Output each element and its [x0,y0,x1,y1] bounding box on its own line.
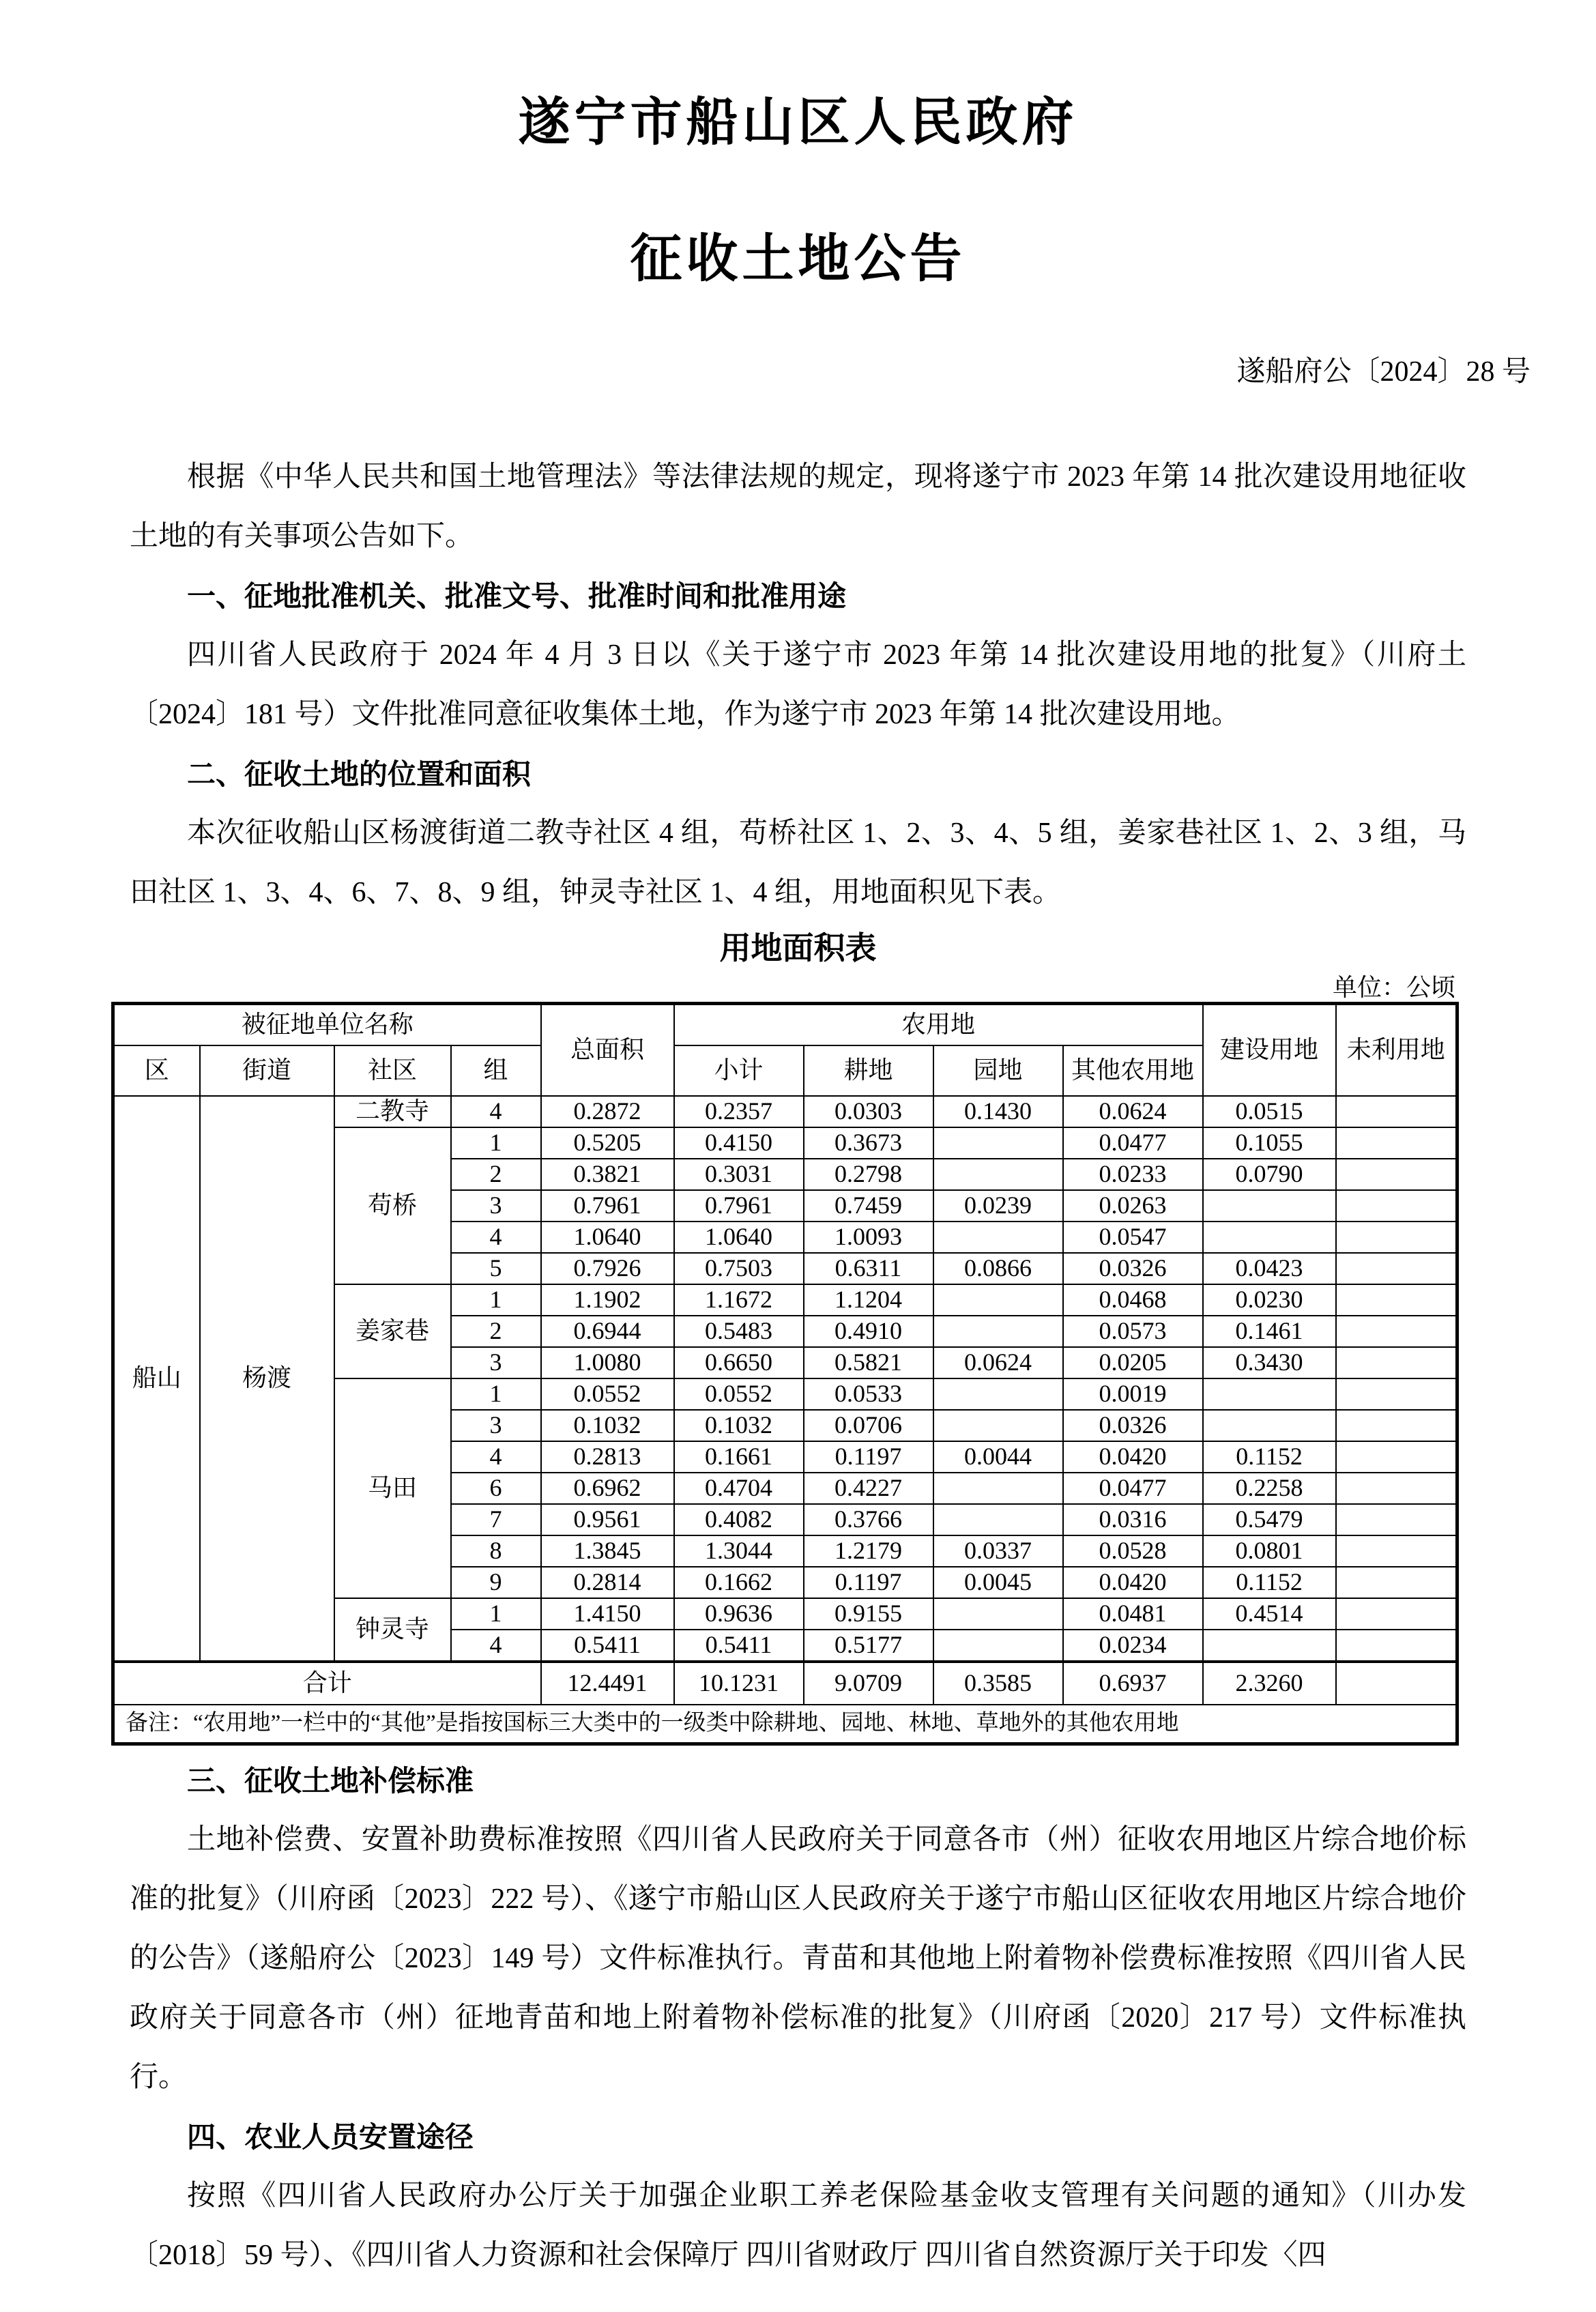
area-cell: 0.0706 [804,1410,933,1441]
area-cell: 0.6311 [804,1253,933,1284]
group-cell: 6 [451,1473,541,1504]
area-cell [1336,1159,1457,1190]
area-cell: 0.9155 [804,1598,933,1630]
area-cell: 0.0515 [1203,1096,1336,1127]
header-agri-land: 农用地 [674,1004,1203,1046]
header-total-area: 总面积 [541,1004,674,1097]
area-cell: 0.5821 [804,1347,933,1378]
area-cell: 0.7961 [674,1190,804,1222]
area-cell [1336,1253,1457,1284]
area-cell: 1.0093 [804,1222,933,1253]
area-cell: 0.0573 [1063,1316,1203,1347]
area-cell: 1.1204 [804,1284,933,1316]
area-cell: 0.0205 [1063,1347,1203,1378]
area-cell: 0.0420 [1063,1567,1203,1598]
area-cell: 0.0230 [1203,1284,1336,1316]
header-community: 社区 [334,1045,451,1096]
total-cell: 0.3585 [933,1662,1063,1705]
area-cell: 0.5411 [674,1630,804,1662]
area-cell: 0.0552 [674,1378,804,1410]
area-cell: 0.4227 [804,1473,933,1504]
section-heading-2: 二、征收土地的位置和面积 [187,758,532,790]
area-cell: 0.5205 [541,1127,674,1159]
group-cell: 3 [451,1410,541,1441]
table-note: 备注：“农用地”一栏中的“其他”是指按国标三大类中的一级类中除耕地、园地、林地、草地外的其他农用地 [113,1705,1457,1744]
group-cell: 2 [451,1159,541,1190]
area-cell: 0.2814 [541,1567,674,1598]
area-cell: 0.1430 [933,1096,1063,1127]
header-construction: 建设用地 [1203,1004,1336,1097]
area-cell: 0.3673 [804,1127,933,1159]
group-cell: 1 [451,1127,541,1159]
area-cell: 0.5479 [1203,1504,1336,1535]
area-cell: 0.0477 [1063,1473,1203,1504]
doc-number: 遂船府公〔2024〕28 号 [1236,356,1530,388]
title-line-2: 征收土地公告 [630,231,966,288]
area-cell: 0.1661 [674,1441,804,1473]
area-cell: 1.4150 [541,1598,674,1630]
area-cell [933,1159,1063,1190]
area-cell: 0.1197 [804,1441,933,1473]
area-cell: 0.1662 [674,1567,804,1598]
area-cell: 0.0547 [1063,1222,1203,1253]
area-cell: 0.2798 [804,1159,933,1190]
area-cell: 0.9561 [541,1504,674,1535]
area-cell: 0.0528 [1063,1535,1203,1567]
table-title: 用地面积表 [719,930,877,966]
area-cell: 0.6962 [541,1473,674,1504]
area-cell: 0.5411 [541,1630,674,1662]
group-cell: 8 [451,1535,541,1567]
area-cell [1336,1127,1457,1159]
area-cell: 0.4514 [1203,1598,1336,1630]
area-cell [1203,1410,1336,1441]
area-cell: 1.3845 [541,1535,674,1567]
group-cell: 3 [451,1347,541,1378]
group-cell: 4 [451,1441,541,1473]
header-garden: 园地 [933,1045,1063,1096]
area-cell: 0.0866 [933,1253,1063,1284]
area-cell: 0.0624 [1063,1096,1203,1127]
header-cultivated: 耕地 [804,1045,933,1096]
total-cell: 2.3260 [1203,1662,1336,1705]
area-cell [1336,1378,1457,1410]
area-cell: 0.4082 [674,1504,804,1535]
area-cell [1336,1473,1457,1504]
area-cell: 0.0624 [933,1347,1063,1378]
table-header-row-1 [113,1004,1457,1046]
group-cell: 7 [451,1504,541,1535]
area-cell: 0.1055 [1203,1127,1336,1159]
area-cell [1336,1316,1457,1347]
area-cell [933,1504,1063,1535]
area-cell: 0.1032 [674,1410,804,1441]
area-cell: 1.0080 [541,1347,674,1378]
community-cell: 二教寺 [334,1096,451,1127]
area-cell: 0.0019 [1063,1378,1203,1410]
total-label-cell: 合计 [113,1662,541,1705]
area-cell: 0.7961 [541,1190,674,1222]
area-cell: 0.1152 [1203,1441,1336,1473]
area-cell: 0.7459 [804,1190,933,1222]
area-cell: 1.0640 [541,1222,674,1253]
area-cell: 0.1197 [804,1567,933,1598]
area-cell: 0.6944 [541,1316,674,1347]
area-cell: 0.0316 [1063,1504,1203,1535]
total-cell: 9.0709 [804,1662,933,1705]
area-cell: 0.2258 [1203,1473,1336,1504]
area-cell: 0.5483 [674,1316,804,1347]
area-cell [1203,1190,1336,1222]
area-cell [933,1127,1063,1159]
group-cell: 1 [451,1598,541,1630]
community-cell: 姜家巷 [334,1284,451,1378]
group-cell: 9 [451,1567,541,1598]
area-cell: 0.2872 [541,1096,674,1127]
land-area-table [111,1002,1459,1746]
area-cell: 0.3766 [804,1504,933,1535]
header-group: 组 [451,1045,541,1096]
group-cell: 1 [451,1378,541,1410]
table-unit-note: 单位：公顷 [1332,974,1455,1001]
paragraph-compensation: 土地补偿费、安置补助费标准按照《四川省人民政府关于同意各市（州）征收农用地区片综合地价标准的批复》（川府函〔2023〕222 号）、《遂宁市船山区人民政府关于遂宁市船山区征收农用地区片综合地价的公告》（遂船府公〔2023〕149 号）文件标准执行。青苗和其他地上附着物补偿费标准按照《四川省人民政府关于同意各市（州）征地青苗和地上附着物补偿标准的批复》（川府函〔2020〕217 号）文件标准执行。 [130,1824,1466,2093]
paragraph-approval: 四川省人民政府于 2024 年 4 月 3 日以《关于遂宁市 2023 年第 14 批次建设用地的批复》（川府土〔2024〕181 号）文件批准同意征收集体土地，作为遂宁市 2023 年第 14 批次建设用地。 [130,639,1466,730]
group-cell: 2 [451,1316,541,1347]
area-cell: 0.1032 [541,1410,674,1441]
area-cell: 0.0481 [1063,1598,1203,1630]
area-cell: 0.4150 [674,1127,804,1159]
area-cell: 0.0326 [1063,1253,1203,1284]
area-cell: 0.0044 [933,1441,1063,1473]
paragraph-resettlement: 按照《四川省人民政府办公厅关于加强企业职工养老保险基金收支管理有关问题的通知》（川办发〔2018〕59 号）、《四川省人力资源和社会保障厅 四川省财政厅 四川省自然资源厅关于印发〈四 [130,2180,1466,2271]
community-cell: 马田 [334,1378,451,1598]
group-cell: 1 [451,1284,541,1316]
header-district: 区 [113,1045,200,1096]
area-cell [1203,1378,1336,1410]
area-cell: 0.4704 [674,1473,804,1504]
body-section-top [130,448,1466,923]
area-cell: 0.0239 [933,1190,1063,1222]
group-cell: 4 [451,1222,541,1253]
page-title [0,55,1596,328]
area-cell: 0.0233 [1063,1159,1203,1190]
section-heading-3: 三、征收土地补偿标准 [187,1765,474,1797]
area-cell [933,1222,1063,1253]
table-total-row [113,1662,1457,1705]
area-cell: 0.3031 [674,1159,804,1190]
area-cell [933,1473,1063,1504]
area-cell: 0.0234 [1063,1630,1203,1662]
area-cell [1203,1222,1336,1253]
header-unit-name: 被征地单位名称 [113,1004,541,1046]
area-cell [1336,1567,1457,1598]
area-cell: 0.0477 [1063,1127,1203,1159]
area-cell: 1.0640 [674,1222,804,1253]
area-cell [1336,1410,1457,1441]
area-cell [933,1284,1063,1316]
header-unused: 未利用地 [1336,1004,1457,1097]
group-cell: 4 [451,1096,541,1127]
area-cell: 0.0552 [541,1378,674,1410]
total-cell: 12.4491 [541,1662,674,1705]
area-cell [1336,1504,1457,1535]
community-cell: 苟桥 [334,1127,451,1284]
street-cell: 杨渡 [200,1096,334,1662]
area-cell: 0.6650 [674,1347,804,1378]
area-cell: 1.3044 [674,1535,804,1567]
area-cell [1336,1284,1457,1316]
total-cell: 10.1231 [674,1662,804,1705]
document-page [0,55,1596,2312]
area-cell: 0.0423 [1203,1253,1336,1284]
area-cell: 1.1672 [674,1284,804,1316]
area-cell: 0.0326 [1063,1410,1203,1441]
area-cell: 0.0337 [933,1535,1063,1567]
total-cell [1336,1662,1457,1705]
area-cell [933,1598,1063,1630]
area-cell [1336,1222,1457,1253]
area-cell [1336,1347,1457,1378]
group-cell: 3 [451,1190,541,1222]
area-cell [1336,1190,1457,1222]
area-cell: 0.3430 [1203,1347,1336,1378]
area-cell [1336,1598,1457,1630]
area-cell: 0.0420 [1063,1441,1203,1473]
area-cell: 0.3821 [541,1159,674,1190]
header-subtotal: 小计 [674,1045,804,1096]
area-cell: 0.2813 [541,1441,674,1473]
area-cell: 0.7503 [674,1253,804,1284]
area-cell: 0.0303 [804,1096,933,1127]
area-cell: 0.0468 [1063,1284,1203,1316]
area-cell: 1.1902 [541,1284,674,1316]
header-other-agri: 其他农用地 [1063,1045,1203,1096]
area-cell [1203,1630,1336,1662]
area-cell [933,1630,1063,1662]
area-cell: 0.2357 [674,1096,804,1127]
area-cell [933,1316,1063,1347]
area-cell: 0.0045 [933,1567,1063,1598]
area-cell: 1.2179 [804,1535,933,1567]
section-heading-1: 一、征地批准机关、批准文号、批准时间和批准用途 [187,580,847,612]
area-cell: 0.1152 [1203,1567,1336,1598]
area-cell [933,1410,1063,1441]
area-cell: 0.5177 [804,1630,933,1662]
area-cell [1336,1630,1457,1662]
area-cell: 0.0533 [804,1378,933,1410]
area-cell: 0.7926 [541,1253,674,1284]
area-cell: 0.0801 [1203,1535,1336,1567]
area-cell: 0.1461 [1203,1316,1336,1347]
table-note-row [113,1705,1457,1744]
section-heading-4: 四、农业人员安置途径 [187,2121,474,2153]
header-street: 街道 [200,1045,334,1096]
area-cell: 0.0790 [1203,1159,1336,1190]
group-cell: 4 [451,1630,541,1662]
paragraph-location: 本次征收船山区杨渡街道二教寺社区 4 组，苟桥社区 1、2、3、4、5 组，姜家巷社区 1、2、3 组，马田社区 1、3、4、6、7、8、9 组，钟灵寺社区 1、4 组，用地面积见下表。 [130,818,1466,908]
total-cell: 0.6937 [1063,1662,1203,1705]
district-cell: 船山 [113,1096,200,1662]
community-cell: 钟灵寺 [334,1598,451,1662]
area-cell [933,1378,1063,1410]
group-cell: 5 [451,1253,541,1284]
area-cell: 0.9636 [674,1598,804,1630]
paragraph-intro: 根据《中华人民共和国土地管理法》等法律法规的规定，现将遂宁市 2023 年第 14 批次建设用地征收土地的有关事项公告如下。 [130,461,1466,552]
table-row [113,1096,1457,1127]
area-cell: 0.4910 [804,1316,933,1347]
area-cell [1336,1096,1457,1127]
area-cell [1336,1441,1457,1473]
title-line-1: 遂宁市船山区人民政府 [518,94,1078,151]
area-cell [1336,1535,1457,1567]
body-section-bottom [130,1751,1466,2285]
area-cell: 0.0263 [1063,1190,1203,1222]
